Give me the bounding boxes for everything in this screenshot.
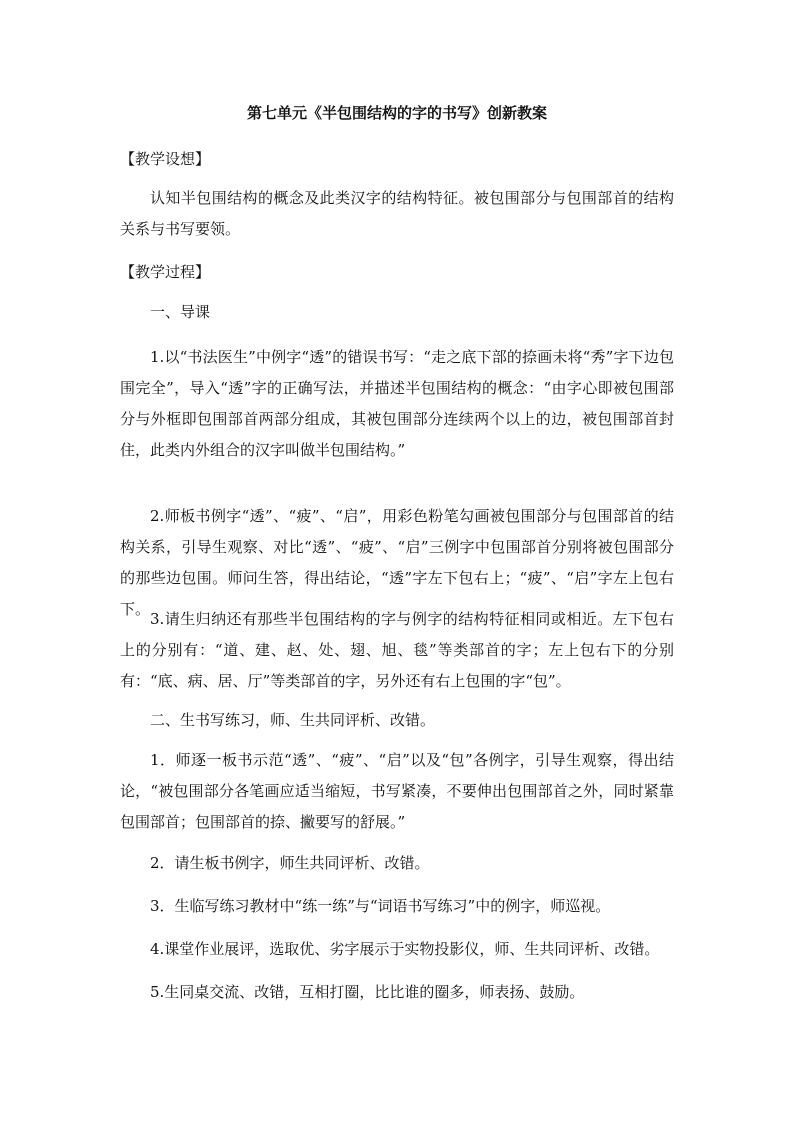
- part2-item-2: 2．请生板书例字，师生共同评析、改错。: [150, 854, 430, 872]
- section-heading-process: 【教学过程】: [120, 263, 211, 281]
- part1-item-1: 1.以“书法医生”中例字“透”的错误书写：“走之底下部的捺画未将“秀”字下边包围完全”，导入“透”字的正确写法，并描述半包围结构的概念：“由字心即被包围部分与外框即包围部首两部分组成，其被包围部分连续两个以上的边，被包围部首封住，此类内外组合的汉字叫做半包围结构。”: [120, 348, 674, 459]
- part2-item-3: 3．生临写练习教材中“练一练”与“词语书写练习”中的例字，师巡视。: [150, 897, 611, 915]
- part2-item-4: 4.课堂作业展评，选取优、劣字展示于实物投影仪，师、生共同评析、改错。: [150, 940, 660, 958]
- part2-item-1: 1．师逐一板书示范“透”、“疲”、“启”以及“包”各例字，引导生观察，得出结论，“被包围部分各笔画应适当缩短，书写紧凑，不要伸出包围部首之外，同时紧靠包围部首；包围部首的捺、撇要写的舒展。”: [120, 751, 674, 831]
- section-heading-design: 【教学设想】: [120, 150, 211, 168]
- part2-item-5: 5.生同桌交流、改错，互相打圈，比比谁的圈多，师表扬、鼓励。: [150, 983, 585, 1001]
- design-paragraph: 认知半包围结构的概念及此类汉字的结构特征。被包围部分与包围部首的结构关系与书写要领。: [120, 189, 674, 238]
- part1-item-2: 2.师板书例字“透”、“疲”、“启”，用彩色粉笔勾画被包围部分与包围部首的结构关系，引导生观察、对比“透”、“疲”、“启”三例字中包围部首分别将被包围部分的那些边包围。师问生答，得出结论，“透”字左下包右上；“疲”、“启”字左上包右下。: [120, 507, 674, 618]
- part1-item-3: 3.请生归纳还有那些半包围结构的字与例字的结构特征相同或相近。左下包右上的分别有：“道、建、赵、处、翅、旭、毯”等类部首的字；左上包右下的分别有：“底、病、居、厅”等类部首的字，另外还有右上包围的字“包”。: [120, 610, 674, 690]
- part2-heading: 二、生书写练习，师、生共同评析、改错。: [150, 711, 436, 729]
- document-title: 第七单元《半包围结构的字的书写》创新教案: [246, 104, 547, 122]
- part1-heading: 一、导课: [150, 303, 211, 321]
